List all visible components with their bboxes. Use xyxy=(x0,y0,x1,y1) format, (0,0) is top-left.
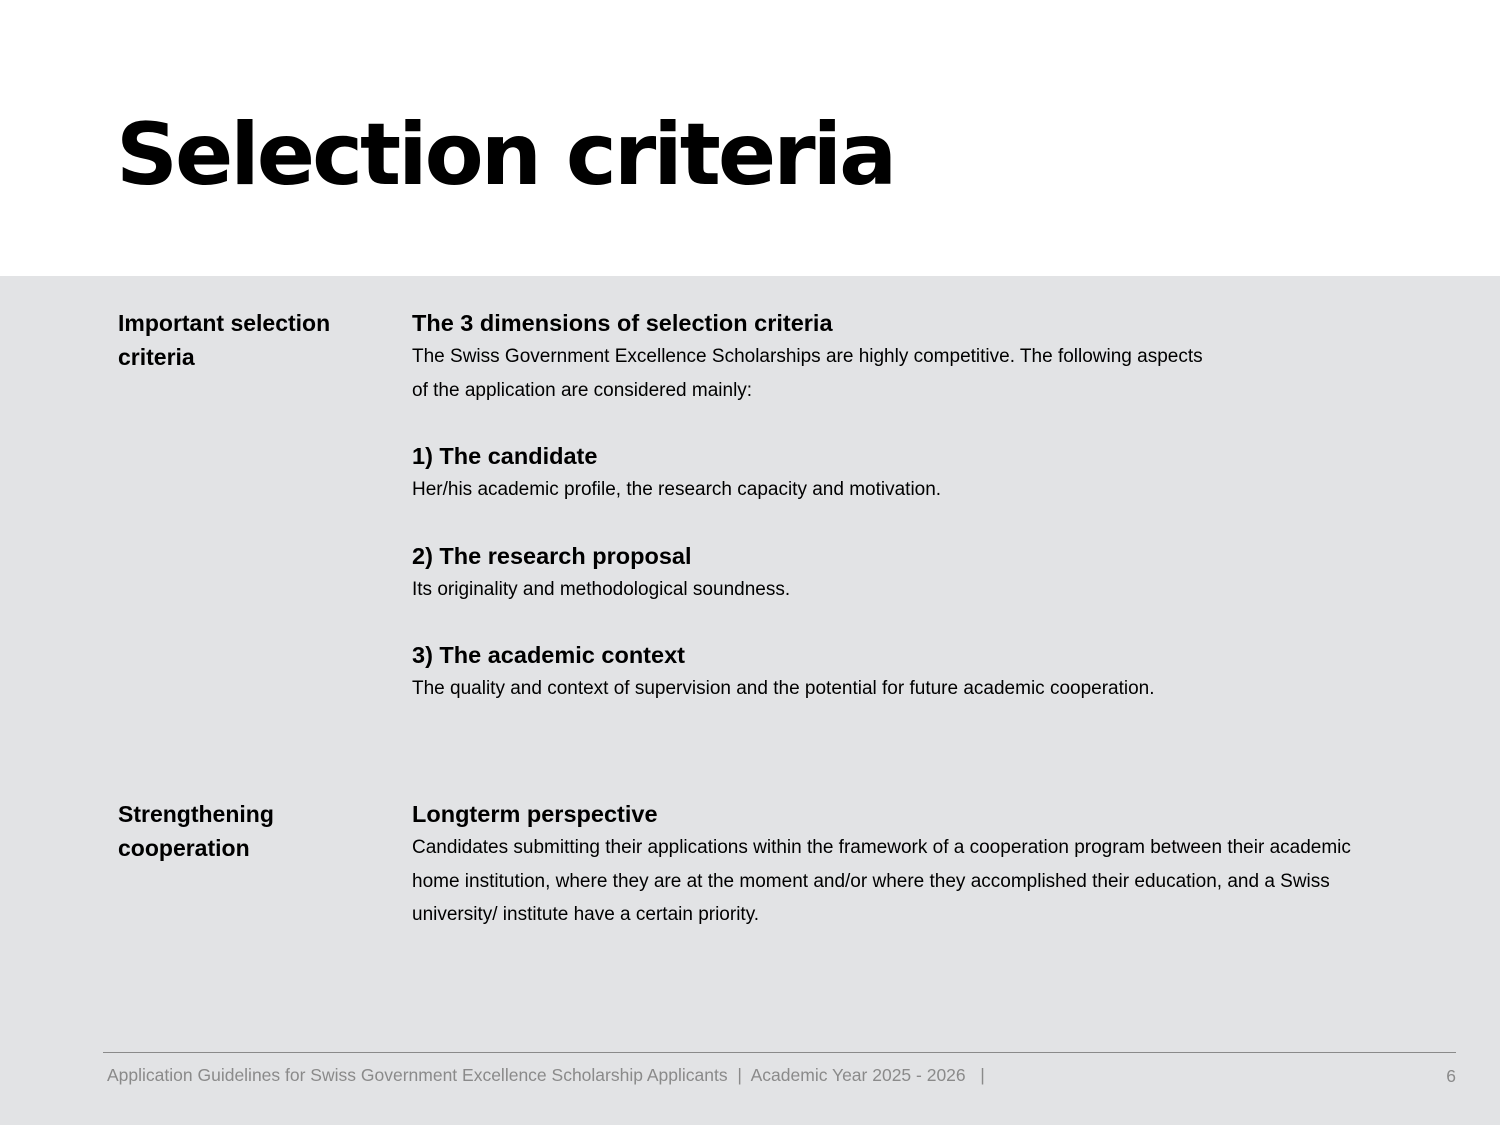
footer-text: Application Guidelines for Swiss Government Excellence Scholarship Applicants | Academic Year 2025 - 2026 | xyxy=(107,1065,985,1085)
criterion-text: The quality and context of supervision and the potential for future academic cooperation. xyxy=(412,678,1155,699)
criterion-item xyxy=(412,638,1372,706)
section-body xyxy=(412,306,1372,706)
section-heading: The 3 dimensions of selection criteria xyxy=(412,310,833,336)
criterion-text: Her/his academic profile, the research capacity and motivation. xyxy=(412,479,942,500)
footer-divider xyxy=(103,1052,1456,1053)
criterion-heading: 2) The research proposal xyxy=(412,542,692,569)
title-area xyxy=(0,0,1500,276)
page-number: 6 xyxy=(1446,1066,1456,1086)
criterion-item xyxy=(412,539,1372,607)
section-heading: Longterm perspective xyxy=(412,801,658,827)
criterion-heading: 1) The candidate xyxy=(412,443,598,469)
criterion-text: Its originality and methodological soundness. xyxy=(412,578,791,600)
section-intro: Candidates submitting their applications within the framework of a cooperation program between their academic home institution, where they are at the moment and/or where they accomplished their education, and a Swiss university/ institute have a certain priority. xyxy=(412,837,1351,925)
section-body xyxy=(412,797,1372,932)
criterion-item xyxy=(412,439,1372,507)
section-label: Important selection criteria xyxy=(118,310,331,370)
criterion-heading: 3) The academic context xyxy=(412,642,685,668)
section-intro: The Swiss Government Excellence Scholarships are highly competitive. The following aspects of the application are considered mainly: xyxy=(412,346,1203,401)
section-label: Strengthening cooperation xyxy=(118,801,274,861)
page-title: Selection criteria xyxy=(116,105,895,205)
